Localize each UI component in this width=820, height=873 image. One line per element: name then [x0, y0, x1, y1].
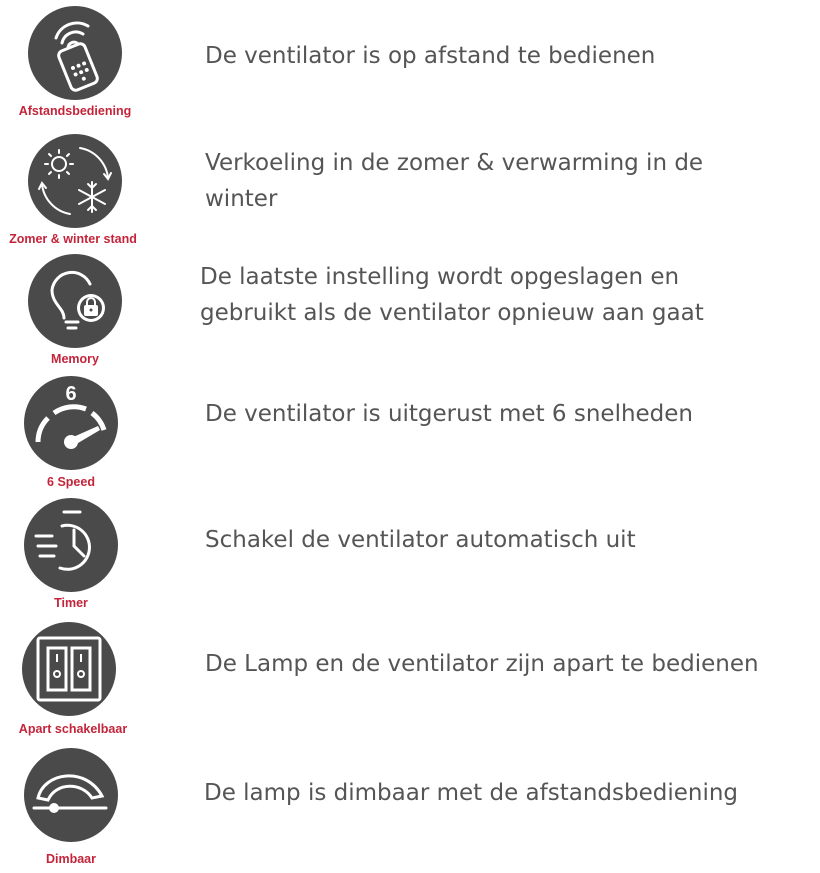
- feature-label: Timer: [54, 596, 88, 610]
- feature-description: De ventilator is uitgerust met 6 snelheden: [205, 401, 694, 427]
- feature-label: Zomer & winter stand: [9, 232, 137, 246]
- feature-description: De laatste instelling wordt opgeslagen en gebruikt als de ventilator opnieuw aan gaat: [200, 264, 704, 326]
- speedometer-icon: [24, 376, 118, 470]
- double-switch-icon: [22, 622, 116, 716]
- summer-winter-icon: [28, 134, 122, 228]
- remote-control-icon: [28, 6, 122, 100]
- feature-label: Afstandsbediening: [18, 104, 132, 118]
- speed-number: 6: [65, 383, 77, 405]
- feature-label: Dimbaar: [45, 852, 97, 866]
- feature-description: De ventilator is op afstand te bedienen: [205, 43, 656, 69]
- timer-icon: [24, 498, 118, 592]
- feature-label: 6 Speed: [47, 475, 95, 489]
- feature-description: De lamp is dimbaar met de afstandsbediening: [204, 780, 739, 806]
- memory-bulb-lock-icon: [28, 254, 122, 348]
- feature-label: Memory: [51, 352, 99, 366]
- feature-description: Schakel de ventilator automatisch uit: [205, 527, 636, 553]
- feature-label: Apart schakelbaar: [18, 722, 128, 736]
- feature-description: De Lamp en de ventilator zijn apart te bedienen: [205, 651, 759, 677]
- feature-description: Verkoeling in de zomer & verwarming in de winter: [205, 150, 704, 212]
- dimmer-icon: [24, 748, 118, 842]
